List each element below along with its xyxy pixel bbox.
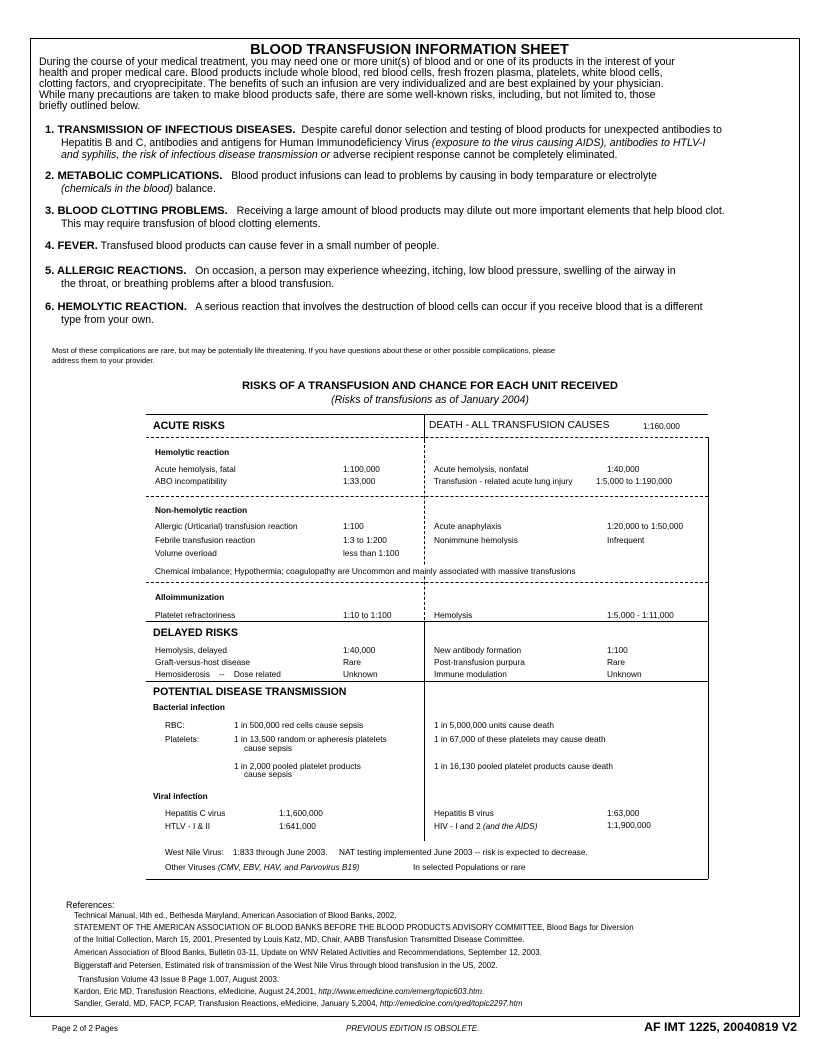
risk-text: Transfused blood products can cause fever in a small number of people. bbox=[100, 240, 440, 252]
risk-text: type from your own. bbox=[61, 313, 155, 326]
risk-label: ABO incompatibility bbox=[155, 476, 227, 486]
risk-value: 1:5,000 - 1:11,000 bbox=[607, 610, 674, 620]
risk-label: Post-transfusion purpura bbox=[434, 657, 525, 667]
risk-label: Platelet refractoriness bbox=[155, 610, 236, 620]
intro-line: While many precautions are taken to make blood products safe, there are some well-known risks, including, but not limited to, those bbox=[39, 89, 656, 101]
bacterial-value: cause sepsis bbox=[244, 769, 292, 779]
reference-item: Biggerstaff and Petersen, Estimated risk of transmission of the West Nile Virus through blood transfusion in the US, 2002. bbox=[74, 961, 498, 970]
table-rule bbox=[424, 621, 425, 682]
table-rule bbox=[146, 879, 708, 880]
risk-heading: 3. BLOOD CLOTTING PROBLEMS. bbox=[45, 205, 228, 217]
chemical-imbalance-note: Chemical imbalance; Hypothermia; coagulopathy are Uncommon and mainly associated with massive transfusions bbox=[155, 566, 576, 576]
risk-value: 1:3 to 1:200 bbox=[343, 535, 387, 545]
risk-label: Acute hemolysis, fatal bbox=[155, 464, 236, 474]
reference-item bbox=[74, 999, 522, 1008]
note-line: Most of these complications are rare, but may be potentially life threatening. If you have questions about these or other possible complications, please bbox=[52, 346, 556, 355]
intro-line: health and proper medical care. Blood products include whole blood, red blood cells, fresh frozen plasma, platelets, white blood cells, bbox=[39, 67, 663, 79]
risk-value: Infrequent bbox=[607, 535, 645, 545]
risk-heading: 6. HEMOLYTIC REACTION. bbox=[45, 301, 187, 313]
risk-label: Graft-versus-host disease bbox=[155, 657, 250, 667]
table-rule bbox=[424, 681, 425, 841]
risk-value: Unknown bbox=[343, 669, 378, 679]
risk-text-italic: (exposure to the virus causing AIDS), antibodies to HTLV-I bbox=[431, 136, 706, 149]
risk-item-allergic bbox=[45, 265, 795, 290]
viral-value: 1:63,000 bbox=[607, 808, 640, 818]
form-identifier: AF IMT 1225, 20040819 V2 bbox=[644, 1020, 797, 1034]
death-heading: DEATH - ALL TRANSFUSION CAUSES bbox=[429, 420, 610, 431]
risk-text: Hepatitis B and C, antibodies and antigens for Human Immunodeficiency Virus bbox=[61, 136, 429, 149]
risk-label: Hemolysis, delayed bbox=[155, 645, 227, 655]
note-line: address them to your provider. bbox=[52, 355, 155, 365]
risk-heading: 5. ALLERGIC REACTIONS. bbox=[45, 265, 187, 277]
table-divider bbox=[146, 437, 708, 438]
risk-label: Nonimmune hemolysis bbox=[434, 535, 518, 545]
intro-paragraph bbox=[39, 57, 779, 112]
risk-text: the throat, or breathing problems after a blood transfusion. bbox=[61, 277, 335, 290]
group-heading: Alloimmunization bbox=[155, 592, 225, 602]
table-rule bbox=[146, 414, 708, 415]
risk-value: 1:40,000 bbox=[607, 464, 640, 474]
reference-text: . bbox=[481, 987, 485, 996]
risk-text: balance. bbox=[175, 182, 216, 195]
other-viruses-risk: In selected Populations or rare bbox=[413, 862, 526, 872]
viral-value: 1:641,000 bbox=[279, 821, 316, 831]
risk-value: 1:100,000 bbox=[343, 464, 380, 474]
other-viruses-line bbox=[165, 862, 359, 872]
reference-item: STATEMENT OF THE AMERICAN ASSOCIATION OF BLOOD BANKS BEFORE THE BLOOD PRODUCTS ADVISORY COMMITTEE, Blood Bags for Diversion bbox=[74, 923, 634, 932]
risk-heading: 4. FEVER. bbox=[45, 240, 98, 252]
bacterial-value: 1 in 500,000 red cells cause sepsis bbox=[234, 720, 364, 730]
group-heading: Bacterial infection bbox=[153, 702, 225, 712]
risk-label: Transfusion - related acute lung injury bbox=[434, 476, 573, 486]
risk-value: 1:100 bbox=[607, 645, 628, 655]
bacterial-death: 1 in 67,000 of these platelets may cause death bbox=[434, 734, 606, 744]
risk-text: Receiving a large amount of blood products may dilute out more important elements that help blood clot. bbox=[236, 205, 725, 217]
risk-text: This may require transfusion of blood clotting elements. bbox=[61, 217, 321, 230]
risk-text: Blood product infusions can lead to problems by causing in body temparature or electrolyte bbox=[231, 170, 657, 182]
group-heading: Non-hemolytic reaction bbox=[155, 505, 248, 515]
reference-url[interactable]: http://www.emedicine.com/emerg/topic603.htm bbox=[318, 987, 482, 996]
risk-label: Immune modulation bbox=[434, 669, 507, 679]
risk-item-metabolic bbox=[45, 170, 795, 195]
reference-text: Kardon, Eric MD, Transfusion Reactions, eMedicine, August 24,2001, bbox=[74, 987, 317, 996]
bacterial-value: cause sepsis bbox=[244, 743, 292, 753]
risk-text: A serious reaction that involves the destruction of blood cells can occur if you receive blood that is a different bbox=[195, 301, 703, 313]
page-number: Page 2 of 2 Pages bbox=[52, 1024, 118, 1033]
acute-risks-heading: ACUTE RISKS bbox=[153, 420, 225, 432]
risk-value: 1:10 to 1:100 bbox=[343, 610, 392, 620]
viral-label: Hepatitis B virus bbox=[434, 808, 494, 818]
risk-value: 1:20,000 to 1:50,000 bbox=[607, 521, 684, 531]
reference-item: Technical Manual, l4th ed., Bethesda Maryland, American Association of Blood Banks, 2002. bbox=[74, 911, 397, 920]
risk-item-fever bbox=[45, 240, 795, 253]
reference-item: Transfusion Volume 43 Issue 8 Page 1.007, August 2003. bbox=[78, 975, 280, 984]
references-heading: References: bbox=[66, 900, 115, 910]
risk-value: Rare bbox=[343, 657, 361, 667]
viral-label: Hepatitis C virus bbox=[165, 808, 226, 818]
risk-heading: 1. TRANSMISSION OF INFECTIOUS DISEASES. bbox=[45, 124, 296, 136]
risk-value: 1:5,000 to 1:190,000 bbox=[596, 476, 673, 486]
other-viruses-label: Other Viruses bbox=[165, 862, 216, 872]
risk-value: 1:100 bbox=[343, 521, 364, 531]
risk-text-italic: (chemicals in the blood) bbox=[61, 182, 173, 195]
group-heading: Viral infection bbox=[153, 791, 208, 801]
risk-label: Volume overload bbox=[155, 548, 217, 558]
risk-value: Rare bbox=[607, 657, 625, 667]
risk-value: less than 1:100 bbox=[343, 548, 400, 558]
west-nile-line: West Nile Virus: 1:833 through June 2003. NAT testing implemented June 2003 -- risk is expected to decrease. bbox=[165, 847, 588, 857]
viral-value: 1:1,900,000 bbox=[607, 820, 651, 830]
group-heading: Hemolytic reaction bbox=[155, 447, 230, 457]
risk-label: New antibody formation bbox=[434, 645, 522, 655]
page-title: BLOOD TRANSFUSION INFORMATION SHEET bbox=[250, 42, 569, 58]
complications-note bbox=[52, 346, 692, 365]
intro-line: briefly outlined below. bbox=[39, 100, 141, 112]
delayed-risks-heading: DELAYED RISKS bbox=[153, 627, 238, 639]
table-subtitle: (Risks of transfusions as of January 2004) bbox=[331, 394, 529, 406]
risk-value: 1:40,000 bbox=[343, 645, 376, 655]
reference-item: of the Initial Collection, March 15, 2001, Presented by Louis Katz, MD, Chair, AABB Transfusion Transmitted Disease Committee. bbox=[74, 935, 525, 944]
risk-item-infectious bbox=[45, 124, 795, 162]
table-rule bbox=[146, 681, 708, 682]
risk-label: Hemosiderosis -- Dose related bbox=[155, 669, 281, 679]
risk-item-clotting bbox=[45, 205, 795, 230]
risk-label: Allergic (Urticarial) transfusion reaction bbox=[155, 521, 298, 531]
viral-label: HTLV - I & II bbox=[165, 821, 211, 831]
bacterial-death: 1 in 16,130 pooled platelet products cause death bbox=[434, 761, 613, 771]
risk-text: On occasion, a person may experience wheezing, itching, low blood pressure, swelling of the airway in bbox=[195, 265, 676, 277]
table-divider bbox=[146, 496, 708, 497]
bacterial-label: Platelets: bbox=[165, 734, 200, 744]
risk-value: 1:33,000 bbox=[343, 476, 376, 486]
intro-line: clotting factors, and cryoprecipitate. The benefits of such an infusion are very individualized and are best explained by your physician. bbox=[39, 78, 664, 90]
reference-item: American Association of Blood Banks, Bulletin 03-11, Update on WNV Related Activities and Recommendations, September 12, 2003. bbox=[74, 948, 542, 957]
viral-label bbox=[434, 821, 537, 831]
obsolete-notice: PREVIOUS EDITION IS OBSOLETE. bbox=[346, 1024, 480, 1033]
viral-value: 1:1,600,000 bbox=[279, 808, 323, 818]
reference-text: Sandler, Gerald, MD, FACP, FCAP, Transfusion Reactions, eMedicine, January 5,2004, bbox=[74, 999, 378, 1008]
other-viruses-list: (CMV, EBV, HAV, and Parvovirus B19) bbox=[217, 862, 360, 872]
viral-label-text: HIV - I and 2 bbox=[434, 821, 481, 831]
risk-label: Acute hemolysis, nonfatal bbox=[434, 464, 529, 474]
risk-label: Hemolysis bbox=[434, 610, 473, 620]
risk-text: adverse recipient response cannot be completely eliminated. bbox=[333, 149, 618, 161]
death-value: 1:160,000 bbox=[643, 421, 680, 431]
risk-value: Unknown bbox=[607, 669, 642, 679]
risk-text-italic: and syphilis, the risk of infectious disease transmission or bbox=[61, 149, 331, 161]
risk-item-hemolytic bbox=[45, 301, 795, 326]
bacterial-value: 1 in 2,000 pooled platelet products bbox=[234, 761, 361, 771]
table-rule bbox=[708, 437, 709, 879]
disease-transmission-heading: POTENTIAL DISEASE TRANSMISSION bbox=[153, 686, 347, 698]
viral-label-italic: (and the AIDS) bbox=[482, 821, 538, 831]
risk-label: Febrile transfusion reaction bbox=[155, 535, 256, 545]
risk-heading: 2. METABOLIC COMPLICATIONS. bbox=[45, 170, 223, 182]
table-rule bbox=[146, 621, 708, 622]
table-divider bbox=[424, 440, 425, 620]
bacterial-death: 1 in 5,000,000 units cause death bbox=[434, 720, 554, 730]
bacterial-value: 1 in 13,500 random or apheresis platelets bbox=[234, 734, 387, 744]
risk-label: Acute anaphylaxis bbox=[434, 521, 502, 531]
reference-url[interactable]: http://emedicine.com/qred/topic2297.htm bbox=[379, 999, 523, 1008]
intro-line: During the course of your medical treatment, you may need one or more unit(s) of blood and or one of its products in the interest of your bbox=[39, 56, 675, 68]
table-title: RISKS OF A TRANSFUSION AND CHANCE FOR EACH UNIT RECEIVED bbox=[241, 380, 619, 392]
reference-item bbox=[74, 987, 484, 996]
table-divider bbox=[146, 582, 708, 583]
risk-text: Despite careful donor selection and testing of blood products for unexpected antibodies to bbox=[301, 124, 722, 136]
bacterial-label: RBC: bbox=[165, 720, 185, 730]
